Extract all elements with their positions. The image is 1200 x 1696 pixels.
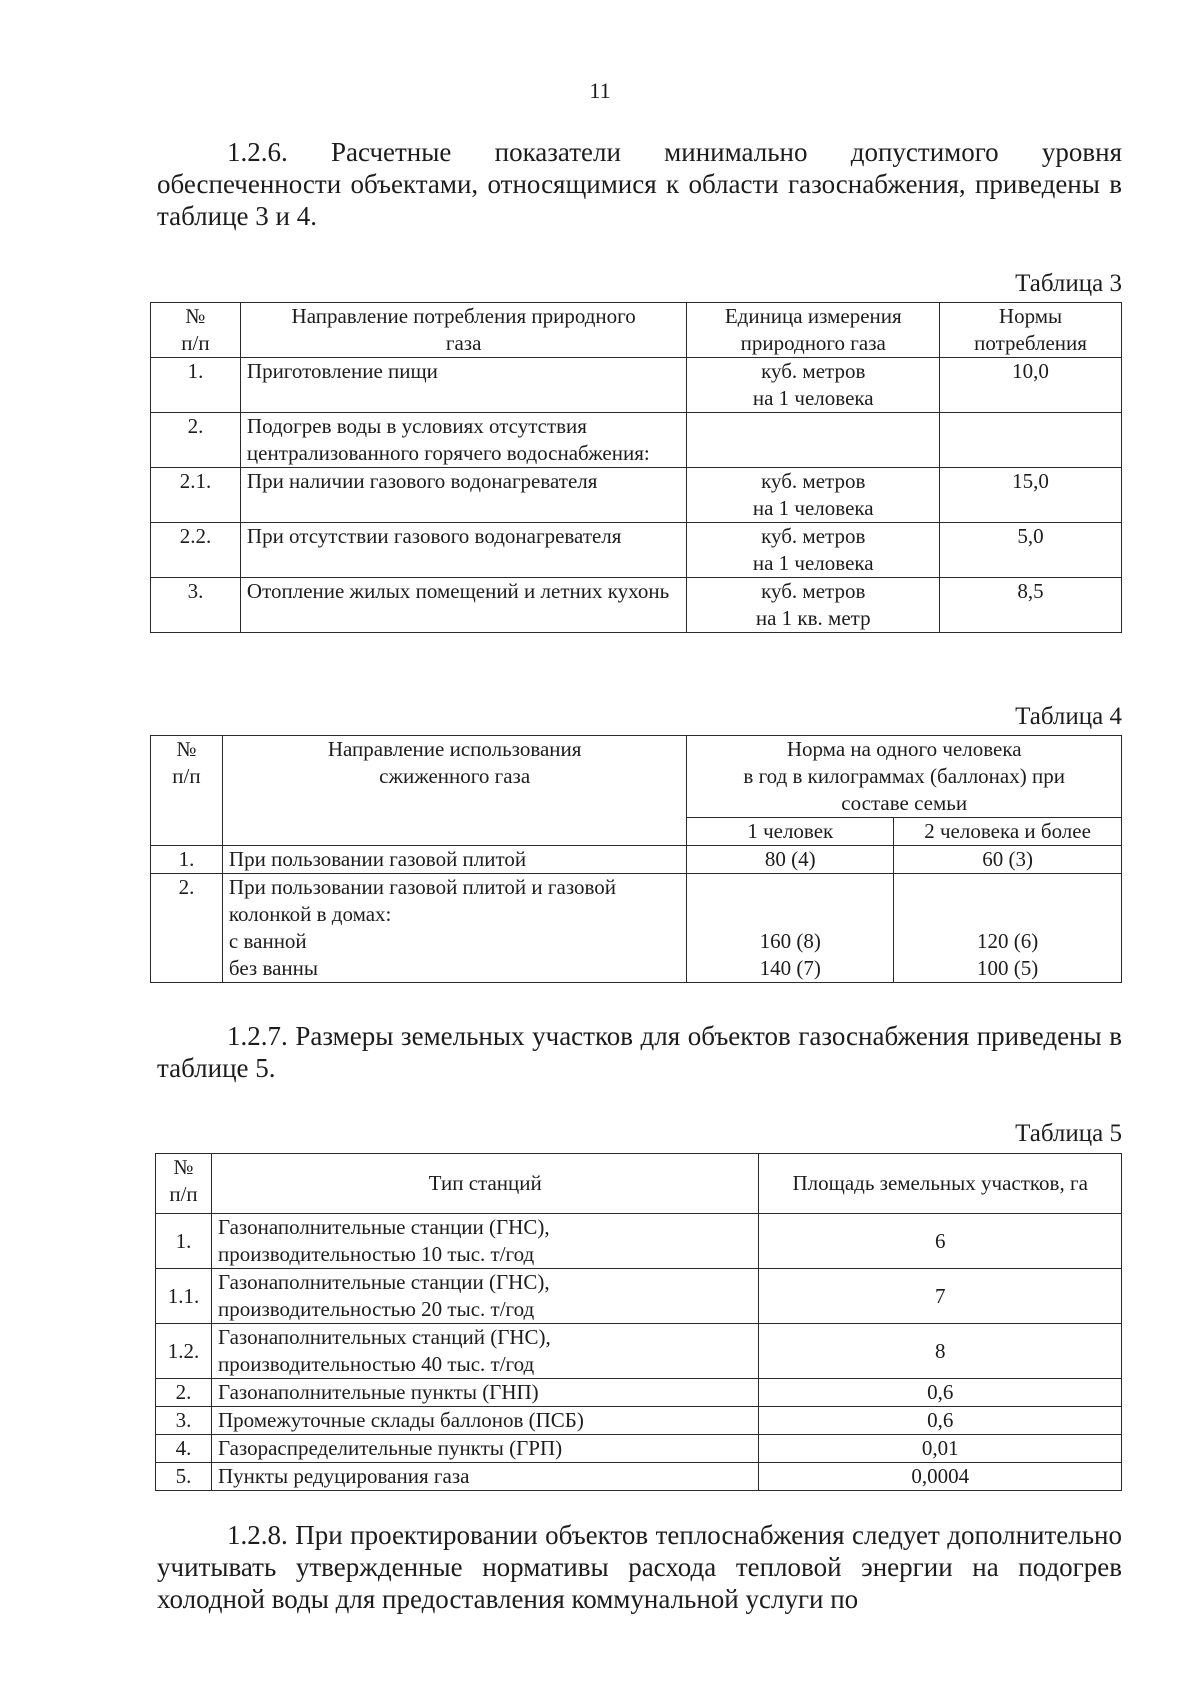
table4-header-one-person: 1 человек [687, 818, 894, 846]
row-direction: Отопление жилых помещений и летних кухонь [240, 578, 686, 633]
table4-header-norm: Норма на одного человека в год в килограммах (баллонах) при составе семьи [687, 736, 1122, 818]
table-4 [150, 735, 1122, 983]
table-row [156, 1214, 1122, 1269]
paragraph-1-2-6: 1.2.6. Расчетные показатели минимально допустимого уровня обеспеченности объектами, относящимися к области газоснабжения, приведены в таблице 3 и 4. [157, 137, 1122, 231]
row-num: 3. [151, 578, 241, 633]
row-area: 0,6 [759, 1407, 1122, 1435]
row-norm [940, 413, 1122, 468]
row-norm: 8,5 [940, 578, 1122, 633]
row-unit [687, 413, 940, 468]
table-row [156, 1435, 1122, 1463]
row-value-two: 60 (3) [894, 846, 1122, 874]
row-area: 7 [759, 1269, 1122, 1324]
table3-caption: Таблица 3 [1015, 270, 1122, 297]
table4-header-num: № п/п [151, 736, 223, 846]
table5-header-num: № п/п [156, 1154, 212, 1214]
row-value-two: 120 (6) 100 (5) [894, 874, 1122, 983]
table5-header-area: Площадь земельных участков, га [759, 1154, 1122, 1214]
table4-header-two-persons: 2 человека и более [894, 818, 1122, 846]
paragraph-1-2-8: 1.2.8. При проектировании объектов теплоснабжения следует дополнительно учитывать утвержденные нормативы расхода тепловой энергии на подогрев холодной воды для предоставления коммунальной услуги по [157, 1520, 1122, 1614]
table3-header-norm: Нормы потребления [940, 303, 1122, 358]
row-type: Газораспределительные пункты (ГРП) [211, 1435, 758, 1463]
page-number: 11 [589, 78, 611, 103]
table4-caption: Таблица 4 [1015, 703, 1122, 730]
row-type: Газонаполнительные пункты (ГНП) [211, 1379, 758, 1407]
row-direction: При пользовании газовой плитой [222, 846, 686, 874]
row-type: Пункты редуцирования газа [211, 1463, 758, 1491]
row-direction: При пользовании газовой плитой и газовой колонкой в домах: с ванной без ванны [222, 874, 686, 983]
table-row [151, 523, 1122, 578]
row-num: 1. [151, 358, 241, 413]
row-num: 5. [156, 1463, 212, 1491]
table-row [156, 1379, 1122, 1407]
row-num: 2. [151, 874, 223, 983]
row-num: 2. [156, 1379, 212, 1407]
table4-header-direction: Направление использования сжиженного газа [222, 736, 686, 846]
row-value-one: 80 (4) [687, 846, 894, 874]
table-row [156, 1324, 1122, 1379]
row-num: 2.2. [151, 523, 241, 578]
row-num: 1. [156, 1214, 212, 1269]
table-row [151, 468, 1122, 523]
row-area: 0,6 [759, 1379, 1122, 1407]
row-type: Промежуточные склады баллонов (ПСБ) [211, 1407, 758, 1435]
table5-header-row [156, 1154, 1122, 1214]
row-type: Газонаполнительные станции (ГНС), производительностью 10 тыс. т/год [211, 1214, 758, 1269]
row-norm: 15,0 [940, 468, 1122, 523]
row-num: 1.2. [156, 1324, 212, 1379]
row-num: 2. [151, 413, 241, 468]
row-direction: При наличии газового водонагревателя [240, 468, 686, 523]
table-row [151, 578, 1122, 633]
table3-header-direction: Направление потребления природного газа [240, 303, 686, 358]
row-type: Газонаполнительные станции (ГНС), производительностью 20 тыс. т/год [211, 1269, 758, 1324]
table-row [151, 846, 1122, 874]
row-type: Газонаполнительных станций (ГНС), производительностью 40 тыс. т/год [211, 1324, 758, 1379]
row-unit: куб. метров на 1 кв. метр [687, 578, 940, 633]
table5-caption: Таблица 5 [1015, 1120, 1122, 1147]
table-row [156, 1463, 1122, 1491]
row-direction: Приготовление пищи [240, 358, 686, 413]
row-num: 3. [156, 1407, 212, 1435]
row-area: 6 [759, 1214, 1122, 1269]
row-value-one: 160 (8) 140 (7) [687, 874, 894, 983]
row-norm: 5,0 [940, 523, 1122, 578]
table3-header-num: № п/п [151, 303, 241, 358]
row-area: 8 [759, 1324, 1122, 1379]
row-unit: куб. метров на 1 человека [687, 358, 940, 413]
table-row [151, 358, 1122, 413]
table3-header-row [151, 303, 1122, 358]
table5-header-type: Тип станций [211, 1154, 758, 1214]
paragraph-1-2-7: 1.2.7. Размеры земельных участков для объектов газоснабжения приведены в таблице 5. [157, 1021, 1122, 1083]
table3-header-unit: Единица измерения природного газа [687, 303, 940, 358]
row-direction: Подогрев воды в условиях отсутствия централизованного горячего водоснабжения: [240, 413, 686, 468]
table-5 [155, 1153, 1122, 1491]
table-row [156, 1269, 1122, 1324]
row-direction: При отсутствии газового водонагревателя [240, 523, 686, 578]
table-row [151, 874, 1122, 983]
row-num: 4. [156, 1435, 212, 1463]
table-3 [150, 302, 1122, 633]
row-num: 1. [151, 846, 223, 874]
row-num: 2.1. [151, 468, 241, 523]
table-row [156, 1407, 1122, 1435]
row-area: 0,01 [759, 1435, 1122, 1463]
row-unit: куб. метров на 1 человека [687, 468, 940, 523]
row-unit: куб. метров на 1 человека [687, 523, 940, 578]
row-num: 1.1. [156, 1269, 212, 1324]
row-norm: 10,0 [940, 358, 1122, 413]
table4-header-row [151, 736, 1122, 818]
row-area: 0,0004 [759, 1463, 1122, 1491]
table-row [151, 413, 1122, 468]
